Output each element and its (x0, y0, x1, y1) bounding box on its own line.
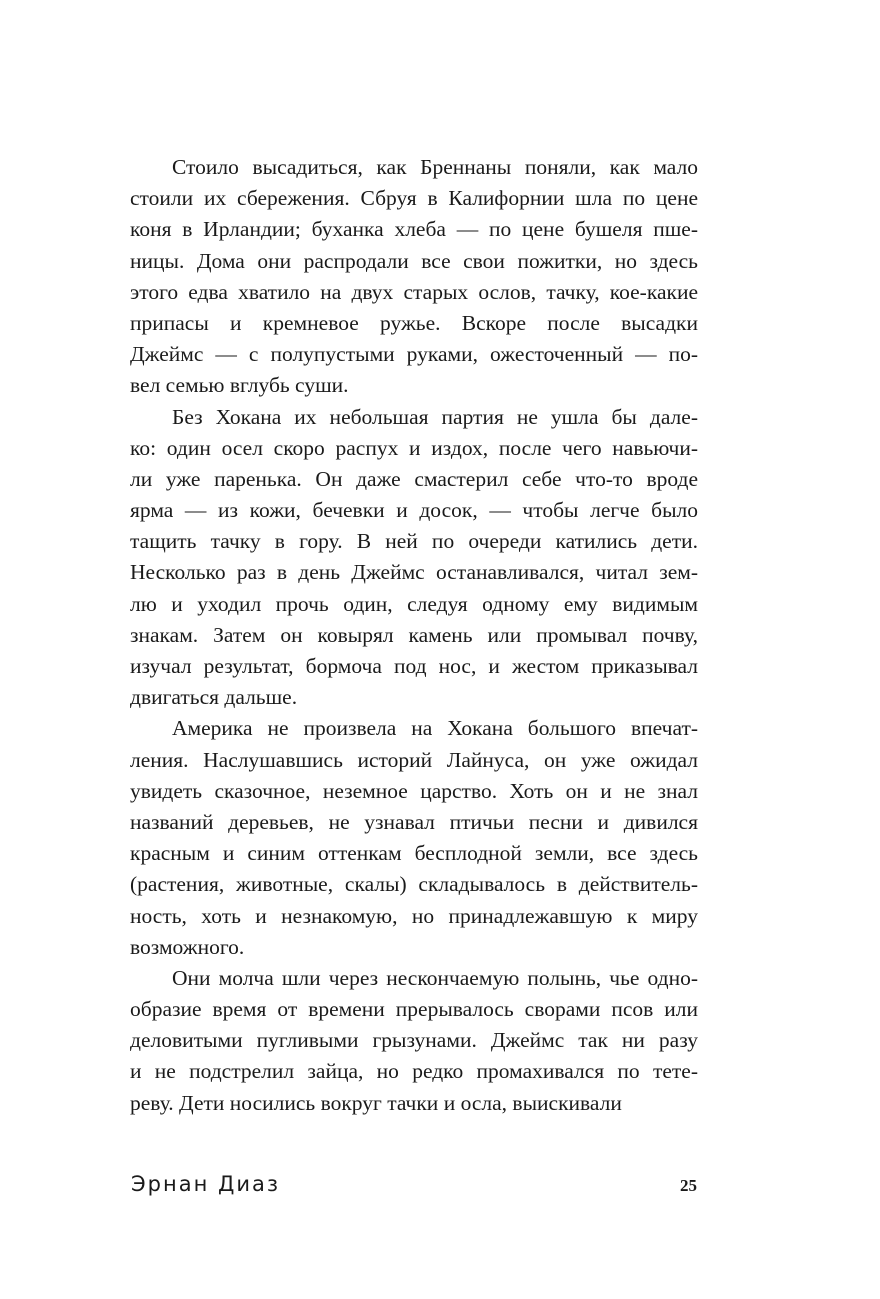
text-line: возможного. (130, 934, 245, 959)
text-line: коня в Ирландии; буханка хлеба — по цене бушеля пше- (130, 217, 698, 242)
text-line: ницы. Дома они распродали все свои пожитки, но здесь (130, 248, 698, 273)
text-line: ко: один осел скоро распух и издох, после чего навьючи- (130, 435, 698, 460)
text-line: ления. Наслушавшись историй Лайнуса, он уже ожидал (130, 747, 698, 772)
text-line: припасы и кремневое ружье. Вскоре после высадки (130, 310, 698, 335)
text-line: лю и уходил прочь один, следуя одному ему видимым (130, 591, 698, 616)
page-number: 25 (680, 1176, 697, 1195)
text-line: тащить тачку в гору. В ней по очереди катились дети. (130, 529, 698, 554)
text-line: Без Хокана их небольшая партия не ушла бы дале- (172, 404, 698, 429)
text-line: двигаться дальше. (130, 685, 298, 710)
text-line: деловитыми пугливыми грызунами. Джеймс так ни разу (130, 1028, 698, 1053)
text-line: увидеть сказочное, неземное царство. Хоть он и не знал (130, 778, 698, 803)
text-line: Несколько раз в день Джеймс останавливался, читал зем- (130, 560, 698, 585)
text-line: изучал результат, бормоча под нос, и жестом приказывал (130, 654, 698, 678)
paragraph (130, 152, 698, 402)
text-line: ность, хоть и незнакомую, но принадлежавшую к миру (130, 903, 698, 928)
running-footer-author: Эрнан Диаз (131, 1172, 281, 1196)
text-line: реву. Дети носились вокруг тачки и осла, выискивали (130, 1090, 622, 1115)
paragraph (130, 963, 698, 1119)
text-line: стоили их сбережения. Сбруя в Калифорнии шла по цене (130, 186, 698, 211)
text-line: этого едва хватило на двух старых ослов, тачку, кое-какие (130, 279, 698, 304)
text-line: Джеймс — с полупустыми руками, ожесточенный — по- (130, 342, 698, 367)
text-line: ли уже паренька. Он даже смастерил себе что-то вроде (130, 466, 698, 491)
text-line: (растения, животные, скалы) складывалось в действитель- (130, 872, 698, 897)
text-line: и не подстрелил зайца, но редко промахивался по тете- (130, 1059, 698, 1084)
text-line: вел семью вглубь суши. (130, 373, 349, 398)
paragraph (130, 402, 698, 714)
text-line: ярма — из кожи, бечевки и досок, — чтобы легче было (130, 498, 698, 523)
text-line: Они молча шли через нескончаемую полынь, чье одно- (172, 965, 698, 990)
text-line: красным и синим оттенкам бесплодной земли, все здесь (130, 841, 698, 866)
text-line: Америка не произвела на Хокана большого впечат- (172, 716, 698, 741)
text-line: знакам. Затем он ковырял камень или промывал почву, (130, 622, 698, 647)
text-line: образие время от времени прерывалось сворами псов или (130, 997, 698, 1022)
body-text (130, 152, 698, 1119)
text-line: Стоило высадиться, как Бреннаны поняли, как мало (172, 155, 698, 179)
text-line: названий деревьев, не узнавал птичьи песни и дивился (130, 809, 698, 834)
paragraph (130, 713, 698, 963)
